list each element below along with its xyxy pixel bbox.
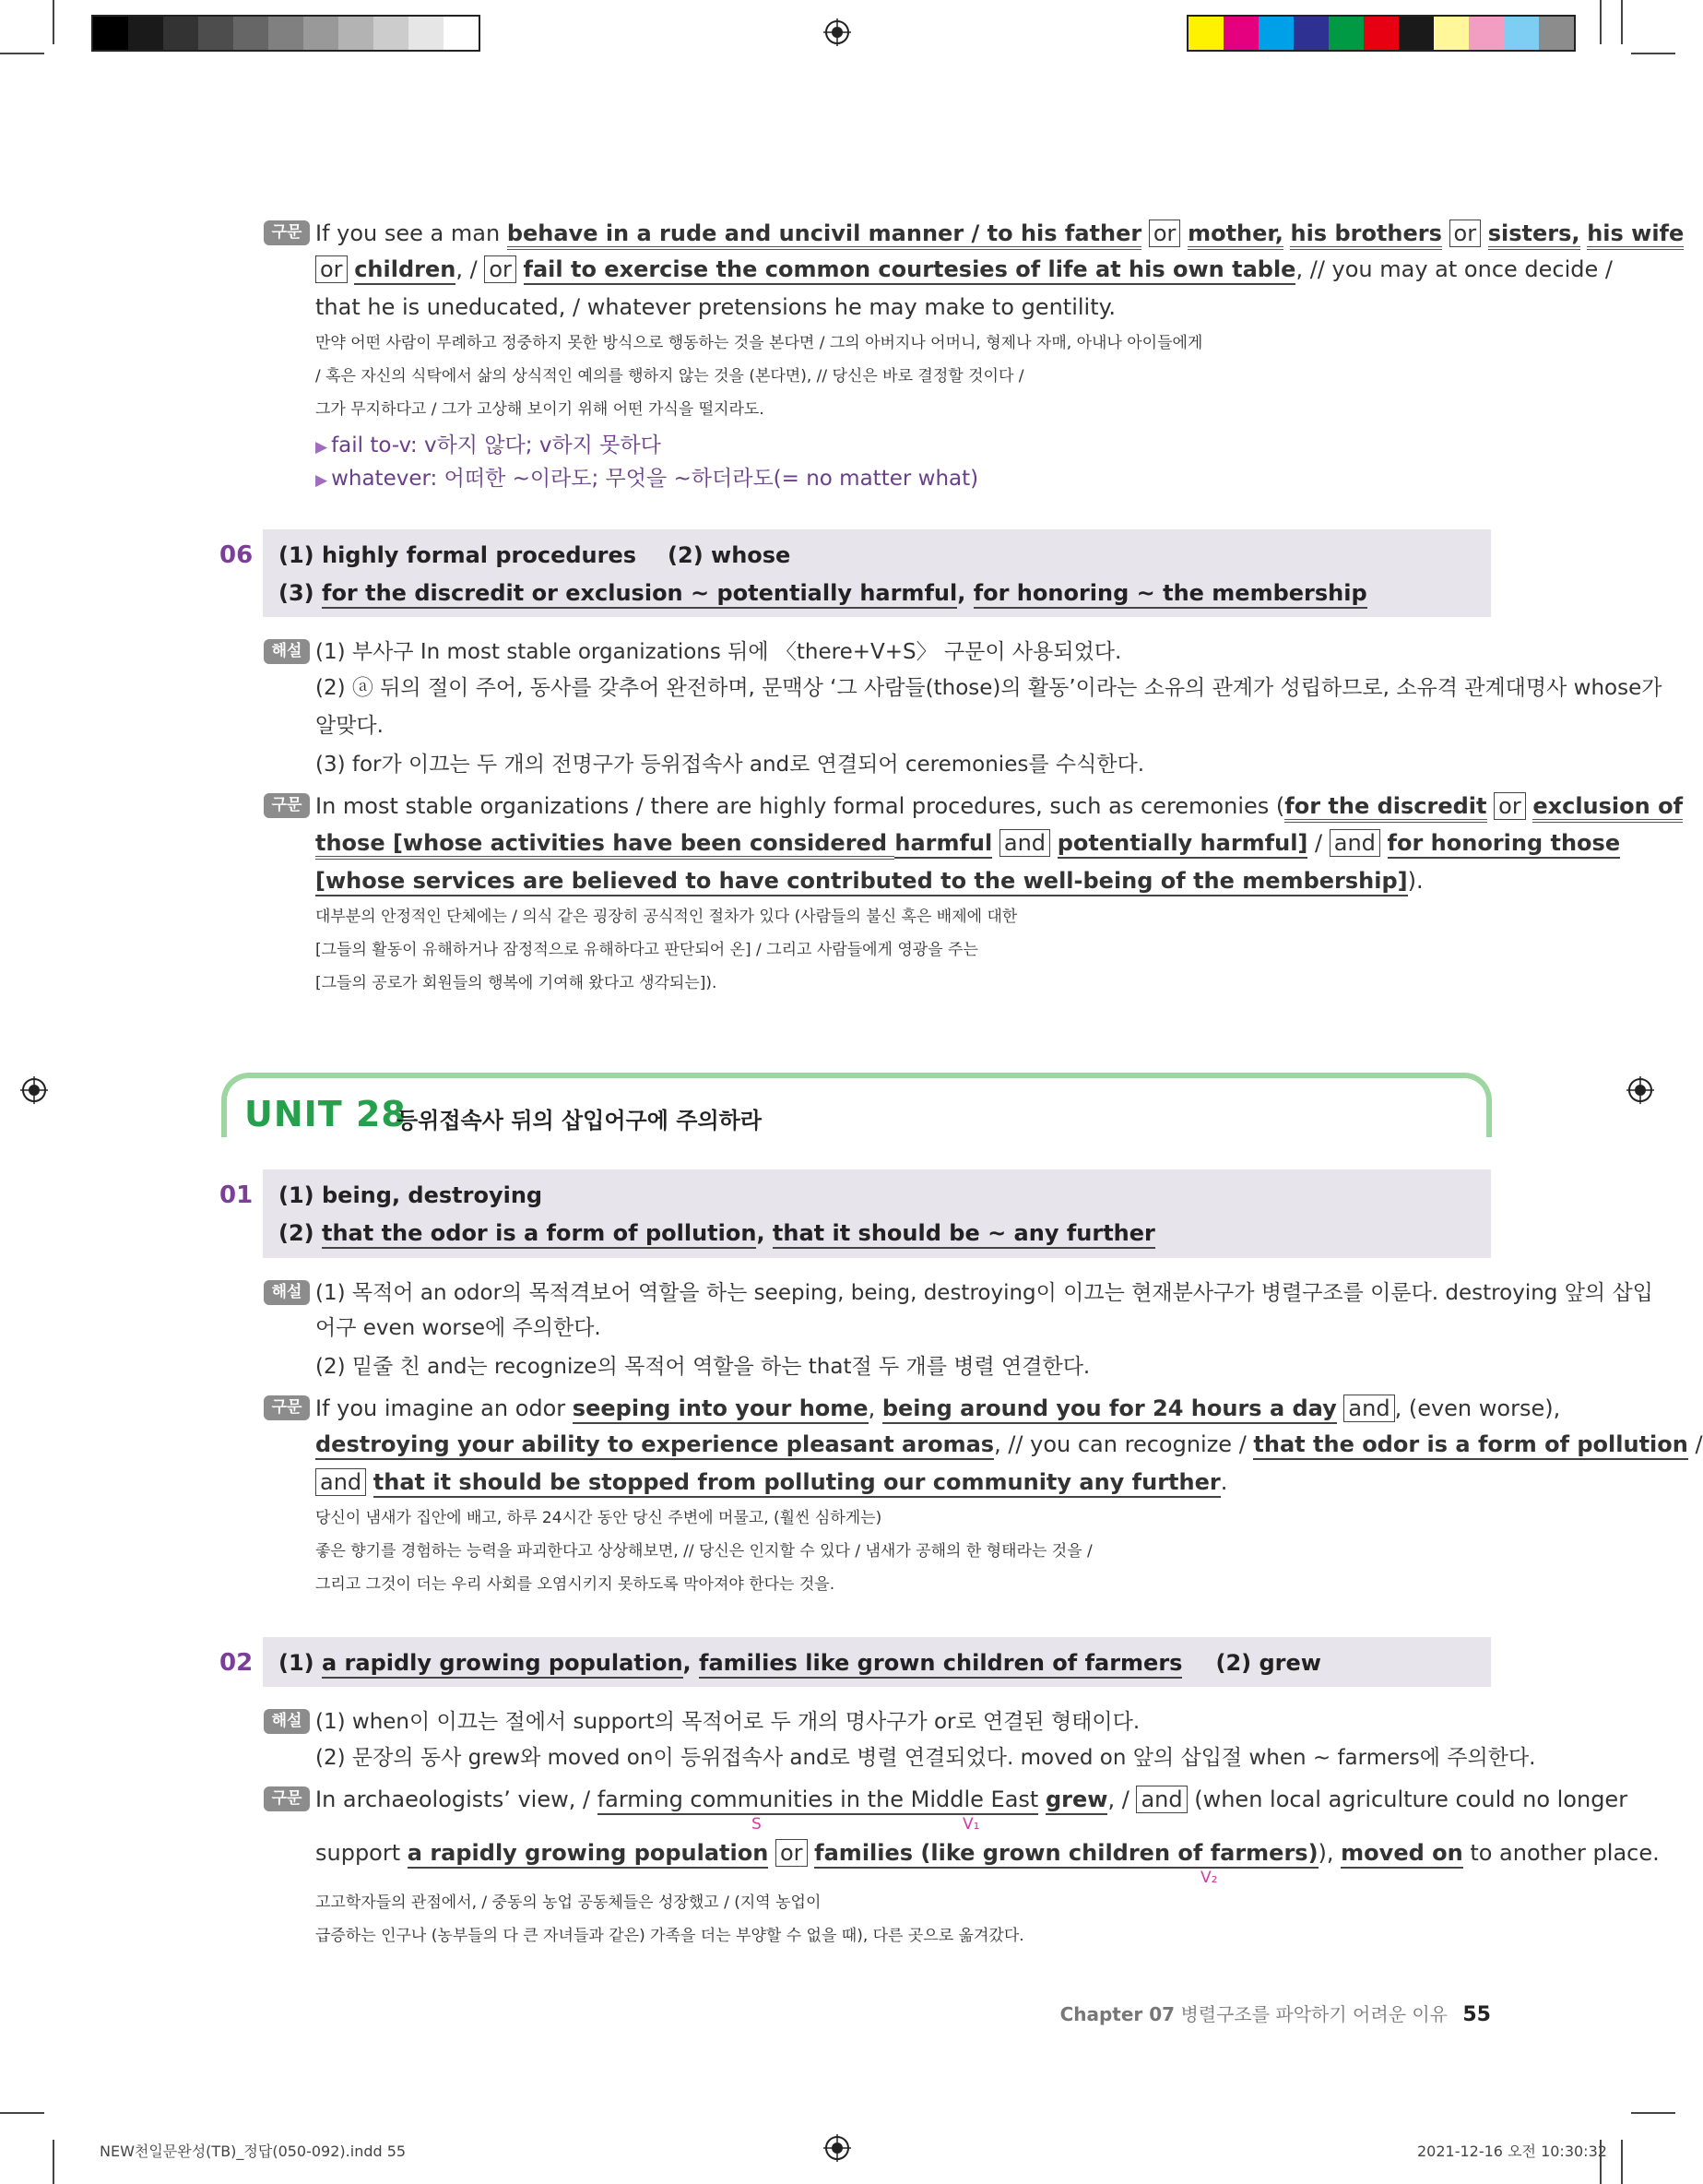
- question-number: 06: [219, 541, 254, 569]
- translation-line: 고고학자들의 관점에서, / 중동의 농업 공동체들은 성장했고 / (지역 농업이: [315, 1893, 822, 1912]
- haeseol-tag: 해설: [264, 1280, 310, 1305]
- color-swatch: [1329, 17, 1364, 50]
- crop-mark: [0, 53, 44, 54]
- color-swatch: [1189, 17, 1224, 50]
- running-footer: Chapter 07 병렬구조를 파악하기 어려운 이유 55: [1059, 2003, 1491, 2026]
- gray-swatch: [93, 17, 128, 50]
- gumun-tag: 구문: [264, 1786, 310, 1811]
- registration-mark-icon: [20, 1076, 48, 1104]
- gumun-line: In archaeologists’ view, / farming communities in the Middle East grew, / and (when local agriculture could no longer: [315, 1786, 1491, 1813]
- verb-marker: V₂: [1200, 1869, 1218, 1887]
- translation-line: 대부분의 안정적인 단체에는 / 의식 같은 굉장히 공식적인 절차가 있다 (사람들의 불신 혹은 배제에 대한: [315, 908, 1018, 926]
- explanation-line: (1) 부사구 In most stable organizations 뒤에 〈there+V+S〉 구문이 사용되었다.: [315, 640, 1122, 664]
- gray-swatch: [163, 17, 198, 50]
- crop-mark: [53, 0, 54, 44]
- haeseol-tag: 해설: [264, 639, 310, 664]
- unit-subtitle: 등위접속사 뒤의 삽입어구에 주의하라: [396, 1108, 763, 1134]
- gray-swatch: [268, 17, 303, 50]
- haeseol-tag: 해설: [264, 1709, 310, 1734]
- gumun-line: If you imagine an odor seeping into your home, being around you for 24 hours a day and , (even worse),: [315, 1395, 1491, 1422]
- gumun-line: and that it should be stopped from polluting our community any further.: [315, 1468, 1491, 1496]
- translation-line: 만약 어떤 사람이 무례하고 정중하지 못한 방식으로 행동하는 것을 본다면 / 그의 아버지나 어머니, 형제나 자매, 아내나 아이들에게: [315, 334, 1203, 352]
- gray-swatch: [408, 17, 443, 50]
- page-number: 55: [1462, 2003, 1491, 2026]
- explanation-line: 알맞다.: [315, 714, 384, 738]
- crop-mark: [1631, 2112, 1675, 2114]
- answer-line: (3) for the discredit or exclusion ~ potentially harmful, for honoring ~ the membership: [278, 579, 1367, 607]
- explanation-line: (1) 목적어 an odor의 목적격보어 역할을 하는 seeping, being, destroying이 이끄는 현재분사구가 병렬구조를 이룬다. destroying 앞의 삽입: [315, 1281, 1653, 1305]
- gumun-tag: 구문: [264, 220, 310, 245]
- registration-mark-icon: [1626, 1076, 1654, 1104]
- color-swatch: [1539, 17, 1574, 50]
- gumun-line: destroying your ability to experience pleasant aromas, // you can recognize / that the odor is a form of pollution /: [315, 1430, 1491, 1458]
- gumun-line: If you see a man behave in a rude and uncivil manner / to his father or mother, his brothers or sisters, his wife: [315, 220, 1491, 247]
- gray-swatch: [198, 17, 233, 50]
- translation-line: 그가 무지하다고 / 그가 고상해 보이기 위해 어떤 가식을 떨지라도.: [315, 400, 764, 419]
- unit-title: UNIT 28: [244, 1094, 407, 1134]
- translation-line: 좋은 향기를 경험하는 능력을 파괴한다고 상상해보면, // 당신은 인지할 수 있다 / 냄새가 공해의 한 형태라는 것을 /: [315, 1542, 1093, 1561]
- translation-line: [그들의 활동이 유해하거나 잠정적으로 유해하다고 판단되어 온] / 그리고 사람들에게 영광을 주는: [315, 941, 978, 959]
- note-marker-icon: ▶: [315, 471, 328, 490]
- explanation-line: (3) for가 이끄는 두 개의 전명구가 등위접속사 and로 연결되어 ceremonies를 수식한다.: [315, 753, 1145, 777]
- note-marker-icon: ▶: [315, 438, 328, 457]
- answer-line: (2) that the odor is a form of pollution, that it should be ~ any further: [278, 1219, 1155, 1247]
- verb-marker: V₁: [963, 1815, 980, 1834]
- grammar-note: ▶ whatever: 어떠한 ~이라도; 무엇을 ~하더라도(= no matter what): [315, 467, 979, 491]
- color-swatch: [1259, 17, 1294, 50]
- question-number: 02: [219, 1649, 254, 1677]
- color-swatch: [1364, 17, 1399, 50]
- crop-mark: [0, 2112, 44, 2114]
- crop-mark: [1631, 53, 1675, 54]
- color-swatch: [1434, 17, 1469, 50]
- gray-swatch: [303, 17, 338, 50]
- color-swatch: [1469, 17, 1504, 50]
- gray-swatch: [233, 17, 268, 50]
- crop-mark: [1621, 2140, 1623, 2184]
- grammar-note: ▶ fail to-v: v하지 않다; v하지 못하다: [315, 433, 661, 457]
- translation-line: / 혹은 자신의 식탁에서 삶의 상식적인 예의를 행하지 않는 것을 (본다면), // 당신은 바로 결정할 것이다 /: [315, 367, 1024, 386]
- registration-mark-icon: [823, 18, 851, 46]
- gumun-tag: 구문: [264, 793, 310, 818]
- answer-line: (1) being, destroying: [278, 1182, 543, 1208]
- explanation-line: (1) when이 이끄는 절에서 support의 목적어로 두 개의 명사구가 or로 연결된 형태이다.: [315, 1710, 1141, 1734]
- registration-mark-icon: [823, 2134, 851, 2162]
- explanation-line: 어구 even worse에 주의한다.: [315, 1316, 601, 1340]
- explanation-line: (2) 문장의 동사 grew와 moved on이 등위접속사 and로 병렬 연결되었다. moved on 앞의 삽입절 when ~ farmers에 주의한다.: [315, 1746, 1536, 1770]
- color-swatch: [1224, 17, 1259, 50]
- gray-swatch: [128, 17, 163, 50]
- gumun-line: those [whose activities have been considered harmful and potentially harmful] / and for honoring those: [315, 829, 1491, 857]
- grayscale-color-bar: [91, 15, 480, 52]
- gumun-line: or children, / or fail to exercise the common courtesies of life at his own table, // you may at once decide /: [315, 255, 1491, 283]
- gumun-line: that he is uneducated, / whatever pretensions he may make to gentility.: [315, 294, 1117, 320]
- process-color-bar: [1187, 15, 1576, 52]
- answer-line: (1) highly formal procedures (2) whose: [278, 542, 791, 568]
- color-swatch: [1294, 17, 1329, 50]
- color-swatch: [1399, 17, 1434, 50]
- gumun-tag: 구문: [264, 1395, 310, 1420]
- crop-mark: [53, 2140, 54, 2184]
- gumun-line: In most stable organizations / there are highly formal procedures, such as ceremonies (for the discredit or exclusion of: [315, 792, 1491, 820]
- translation-line: [그들의 공로가 회원들의 행복에 기여해 왔다고 생각되는]).: [315, 974, 717, 992]
- translation-line: 당신이 냄새가 집안에 배고, 하루 24시간 동안 당신 주변에 머물고, (훨씬 심하게는): [315, 1509, 882, 1527]
- subject-marker: S: [751, 1815, 762, 1834]
- gumun-line: [whose services are believed to have contributed to the well-being of the membership]).: [315, 867, 1491, 895]
- slug-filename: NEW천일문완성(TB)_정답(050-092).indd 55: [100, 2142, 407, 2160]
- question-number: 01: [219, 1181, 254, 1209]
- gray-swatch: [373, 17, 408, 50]
- explanation-line: (2) 밑줄 친 and는 recognize의 목적어 역할을 하는 that절 두 개를 병렬 연결한다.: [315, 1355, 1091, 1379]
- translation-line: 그리고 그것이 더는 우리 사회를 오염시키지 못하도록 막아져야 한다는 것을.: [315, 1575, 835, 1594]
- crop-mark: [1600, 0, 1602, 44]
- gray-swatch: [443, 17, 479, 50]
- crop-mark: [1621, 0, 1623, 44]
- translation-line: 급증하는 인구나 (농부들의 다 큰 자녀들과 같은) 가족을 더는 부양할 수 없을 때), 다른 곳으로 옮겨갔다.: [315, 1927, 1024, 1945]
- slug-date: 2021-12-16 오전 10:30:32: [1417, 2142, 1607, 2160]
- explanation-line: (2) ⓐ 뒤의 절이 주어, 동사를 갖추어 완전하며, 문맥상 ‘그 사람들(those)의 활동’이라는 소유의 관계가 성립하므로, 소유격 관계대명사 whose가: [315, 676, 1662, 700]
- gumun-line: support a rapidly growing population or families (like grown children of farmers)), moved on to another place.: [315, 1839, 1491, 1867]
- answer-line: (1) a rapidly growing population, families like grown children of farmers (2) grew: [278, 1649, 1321, 1677]
- gray-swatch: [338, 17, 373, 50]
- color-swatch: [1504, 17, 1539, 50]
